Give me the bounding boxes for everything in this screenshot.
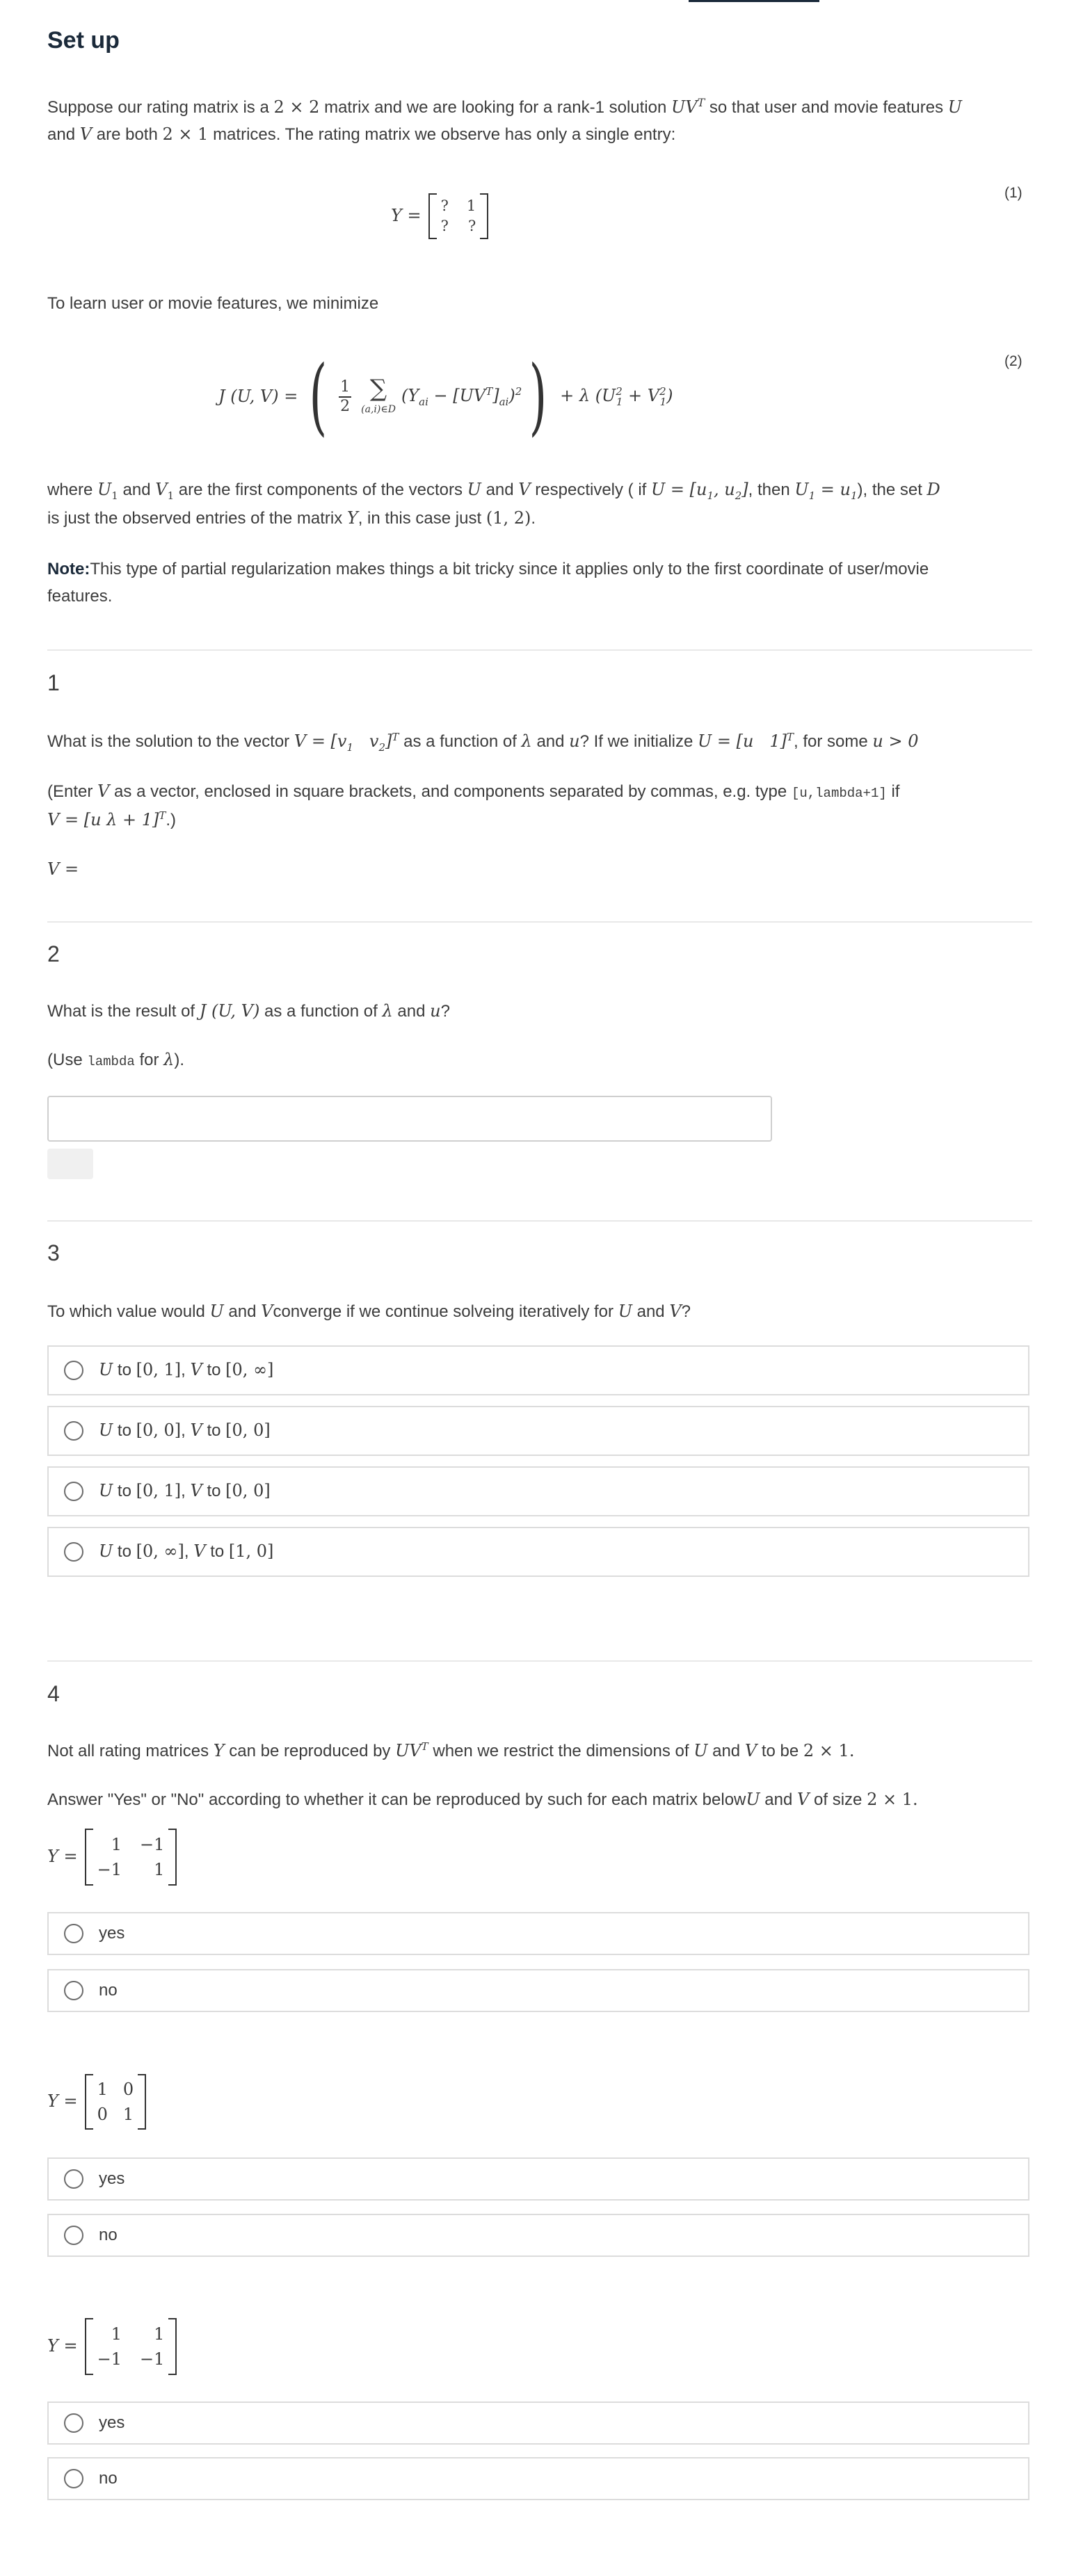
intro-paragraph: Suppose our rating matrix is a 2 × 2 matrix and we are looking for a rank-1 solution $UV^T$ so that user and movie features U and V are both 2 × 1 matrices. The rating matrix we observe has only a single entry: [47, 96, 962, 145]
section-divider [47, 1220, 1032, 1222]
question-3-option-4[interactable]: U to [0, ∞], V to [1, 0] [47, 1527, 1029, 1577]
section-divider [47, 1660, 1032, 1662]
question-4-text-1: Not all rating matrices Y can be reproduced by $UV^T$ when we restrict the dimensions of U and V to be 2 × 1. [47, 1740, 855, 1760]
question-3-option-2[interactable]: U to [0, 0], V to [0, 0] [47, 1406, 1029, 1456]
question-3-option-1[interactable]: U to [0, 1], V to [0, ∞] [47, 1345, 1029, 1395]
matrix-a-option-yes[interactable]: yes [47, 1912, 1029, 1955]
matrix-c-option-yes[interactable]: yes [47, 2401, 1029, 2445]
radio-button[interactable] [64, 1924, 83, 1943]
matrix-b-option-yes[interactable]: yes [47, 2157, 1029, 2201]
equation-1: Y = ? 1 ? ? [391, 193, 488, 239]
matrix-b-option-no[interactable]: no [47, 2214, 1029, 2257]
question-1-number: 1 [47, 670, 60, 695]
minimize-text: To learn user or movie features, we minimize [47, 294, 379, 313]
radio-button[interactable] [64, 1482, 83, 1501]
equation-1-number: (1) [1004, 185, 1022, 201]
radio-button[interactable] [64, 2169, 83, 2189]
observed-matrix: ? 1 ? ? [428, 193, 489, 239]
question-1-hint: (Enter V as a vector, enclosed in square brackets, and components separated by commas, e.g. type [u,lambda+1] if V = [u λ + 1]$^T$.) [47, 781, 900, 830]
matrix-b: Y = 1 0 0 1 [47, 2074, 146, 2130]
question-4-text-2: Answer "Yes" or "No" according to whether it can be reproduced by such for each matrix belowU and V of size 2 × 1. [47, 1790, 918, 1809]
question-2-answer-input[interactable] [47, 1096, 772, 1142]
question-2-hint: (Use lambda for λ). [47, 1050, 185, 1069]
active-tab-indicator [689, 0, 819, 2]
where-paragraph: where $U_1$ and $V_1$ are the first components of the vectors U and V respectively ( if $U = [u_1$, $u_2$], then $U_1 = u_1$), the set D is just the observed entries of the matrix Y, in this case just (1, 2). [47, 480, 940, 528]
question-3-option-3[interactable]: U to [0, 1], V to [0, 0] [47, 1466, 1029, 1516]
question-4-number: 4 [47, 1681, 60, 1706]
section-divider [47, 921, 1032, 923]
question-2-submit-button[interactable] [47, 1149, 93, 1179]
radio-button[interactable] [64, 1421, 83, 1441]
question-3-text: To which value would U and Vconverge if we continue solveing iteratively for U and V? [47, 1302, 691, 1321]
question-2-number: 2 [47, 941, 60, 966]
question-1-answer-label: V = [47, 859, 79, 879]
equation-2: J (U, V) = ( 1 2 ∑ (a,i)∈D $(Y_{ai} - [UV^T]_{ai})^2$ ) + λ $(U^2_1 + V^2_1)$ [218, 348, 673, 445]
section-divider [47, 649, 1032, 651]
matrix-a-option-no[interactable]: no [47, 1969, 1029, 2012]
radio-button[interactable] [64, 2469, 83, 2488]
question-1-text: What is the solution to the vector $V = [v_1$ $v_2]^T$ as a function of λ and u? If we initialize U = [u 1]$^T$, for some u > 0 [47, 731, 919, 754]
radio-button[interactable] [64, 1542, 83, 1562]
radio-button[interactable] [64, 2413, 83, 2433]
radio-button[interactable] [64, 2226, 83, 2245]
question-3-number: 3 [47, 1240, 60, 1265]
page-title: Set up [47, 27, 120, 54]
radio-button[interactable] [64, 1361, 83, 1380]
note-paragraph: Note:This type of partial regularization makes things a bit tricky since it applies only to the first coordinate of user/movie features. [47, 560, 929, 606]
question-2-text: What is the result of J (U, V) as a function of λ and u? [47, 1001, 450, 1021]
equation-2-number: (2) [1004, 353, 1022, 369]
matrix-c: Y = 1 1 −1 −1 [47, 2318, 177, 2375]
matrix-c-option-no[interactable]: no [47, 2457, 1029, 2500]
radio-button[interactable] [64, 1981, 83, 2000]
matrix-a: Y = 1 −1 −1 1 [47, 1829, 177, 1886]
